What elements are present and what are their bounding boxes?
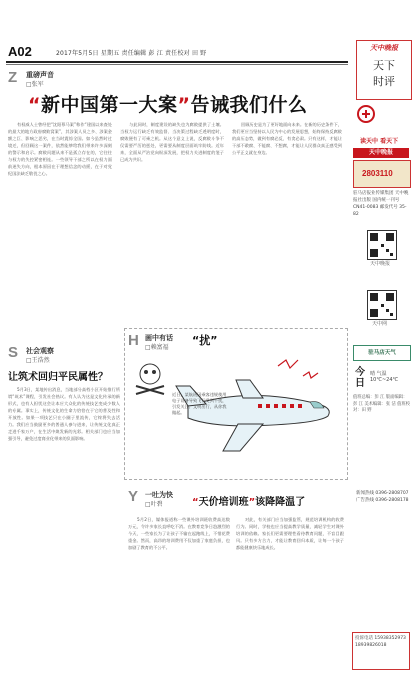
section-z-author: □张军 xyxy=(26,81,44,88)
title-quote-open: “ xyxy=(192,497,199,508)
headline-rest: 告诫我们什么 xyxy=(190,94,308,116)
page-number: A02 xyxy=(8,44,32,59)
section-z-headline xyxy=(28,90,308,117)
sidebar-banner: 天中晚报 xyxy=(353,148,409,158)
today-char-2: 日 xyxy=(355,378,365,389)
section-z-kicker: 重磅声音 xyxy=(26,71,54,79)
logo-icon xyxy=(356,104,376,124)
section-y-letter: Y xyxy=(128,488,139,505)
headline-main: 新中国第一大案 xyxy=(41,94,178,116)
section-s-title: 让筑术回归平民属性？ xyxy=(8,372,108,383)
header-rule-thin xyxy=(6,64,348,65)
weather-temp: 晴 气温 10℃~24℃ xyxy=(370,371,399,383)
section-h-title: “扰” xyxy=(192,334,218,347)
section-h-author: □赖富福 xyxy=(145,344,169,351)
title-quote-close: ” xyxy=(248,497,256,508)
section-y-column-1 xyxy=(128,516,230,668)
section-h-kicker: 画中有话 xyxy=(145,334,173,342)
ad-number: 2803110 xyxy=(362,169,393,178)
sidebar-phone: 新闻热线 0396-2808707 广告热线 0396-2808178 xyxy=(356,491,409,503)
airplane-cartoon xyxy=(128,346,342,474)
brand-line2: 时评 xyxy=(373,75,395,88)
brand-name: 天中晚报 xyxy=(370,44,398,52)
sidebar-ad xyxy=(353,160,411,188)
weather-banner: 驻马店天气 xyxy=(353,345,411,361)
skull-icon xyxy=(136,364,164,394)
column-text: 对此，有关部门应当加强监管，规范培训机构的收费行为。同时，学校也应当提高教学质量，减轻学生对课外培训的依赖。家长们更需要理性看待教育问题，不盲目跟风。只有多方合力，才能让教育回归本质，让每一个孩子都能健康快乐地成长。 xyxy=(236,517,344,550)
header-rule xyxy=(6,61,348,63)
sidebar-complaint-box: 投诉电话 15938352973 18939826018 xyxy=(352,632,410,670)
section-y-title xyxy=(192,493,305,508)
section-s-column xyxy=(8,386,120,668)
section-y-kicker: 一吐为快 xyxy=(145,491,173,499)
section-h-letter: H xyxy=(128,332,139,349)
column-text: 5月3日，某地传出消息，当地部分高档小区开始推行所谓“筑术”课程，引发社会热议。有人认为这是文化传承的新形式，也有人担忧这会让本应大众化的传统技艺变成少数人的专属。事实上，传统文化的生命力恰恰在于它的普及性和开放性。如果一项技艺只在小圈子里流传，它终将失去活力。我们应当鼓励更多的普通人参与进来，让传统文化真正走进千家万户，在生活中焕发新的光彩。相关部门也应当加强引导，避免过度商业化带来的负面影响。 xyxy=(8,387,120,441)
headline-quote-open: “ xyxy=(28,94,41,116)
cartoon-caption: 近日，某航班因乘客违规使用电子设备导致飞行受到干扰，引发关注。文明出行，从你我做起。 xyxy=(172,392,227,415)
column-text: 5月2日，媒体报道称一些课外培训班收费高达数万元，令许多家长直呼吃不消。在教育竞争日趋激烈的今天，一些家长为了让孩子不输在起跑线上，不惜花费重金。然而，高昂的培训费用不仅加重了家庭负担，也加剧了教育的不公平。 xyxy=(128,517,230,550)
page-meta: 2017年5月5日 星期五 责任编辑 彭 江 责任校对 田 野 xyxy=(56,50,207,57)
column-text: 与此同时，制度建设的缺失也为腐败提供了土壤。当权力运行缺乏有效监督、当决策过程缺乏透明度时，腐败便有了可乘之机。从这个意义上说，反腐败斗争不仅需要严厉的惩处，更需要从制度层面筑牢防线。近年来，全面从严治党向纵深发展，把权力关进制度的笼子已成为共识。 xyxy=(120,122,224,162)
qr-code-icon xyxy=(367,230,397,260)
section-s-kicker: 社会观察 xyxy=(26,347,54,355)
scribble-icon xyxy=(278,360,318,378)
qr1-label: 天中晚报 xyxy=(370,261,391,267)
title-rest: 该降降温了 xyxy=(255,497,306,508)
today-char-1: 今 xyxy=(355,367,365,378)
sidebar-info: 驻马店报业传媒集团 天中晚报社出版 国内统一刊号 CN41-0083 邮发代号 35-82 xyxy=(353,191,409,217)
sidebar-tagline: 读天中 看天下 xyxy=(360,138,399,145)
qr2-label: 天中网 xyxy=(372,321,388,327)
section-y-column-2 xyxy=(236,516,344,668)
qr-code-icon xyxy=(367,290,397,320)
headline-quote-close: ” xyxy=(177,94,191,116)
section-y-author: □叶碧 xyxy=(145,501,163,508)
title-main: 天价培训班 xyxy=(198,497,249,508)
brand-line1: 天下 xyxy=(373,59,395,72)
section-z-column-3 xyxy=(232,121,342,339)
section-z-column-1 xyxy=(8,121,112,339)
today-label xyxy=(355,367,365,389)
section-z-letter: Z xyxy=(8,69,18,86)
column-text: 回顾历史是为了更好地面向未来。在新的历史条件下，我们更应当坚持以人民为中心的发展思想，始终保持反腐败的高压态势，做到有腐必反、有贪必肃。只有这样，才能让干部不敢腐、不能腐、不想腐，才能让人民群众真正感受到公平正义就在身边。 xyxy=(232,122,342,155)
column-text: 有权威人士曾经把“沈阳慕马案”称作“建国以来查处的最大的地方政府腐败窝案”，其涉案人员之多、涉案金额之巨、影响之恶劣，在当时震惊全国。如今虽然时过境迁，但回顾这一案件，依然能够给我们带来许多深刻的警示和启示。腐败问题从来不是孤立存在的，它往往与权力的失控紧密相连。一些领导干部之所以在权力面前迷失方向，根本原因在于理想信念的动摇，在于对党纪国法缺乏敬畏之心。 xyxy=(8,122,112,176)
section-s-letter: S xyxy=(8,344,19,361)
sidebar-staff: 值班总编：彭 江 版面编辑：彭 江 美术编辑：张 洁 值班校对：田 野 xyxy=(353,395,411,413)
section-s-author: □王浩然 xyxy=(26,357,50,364)
brand-block xyxy=(356,40,412,100)
section-z-column-2 xyxy=(120,121,224,339)
